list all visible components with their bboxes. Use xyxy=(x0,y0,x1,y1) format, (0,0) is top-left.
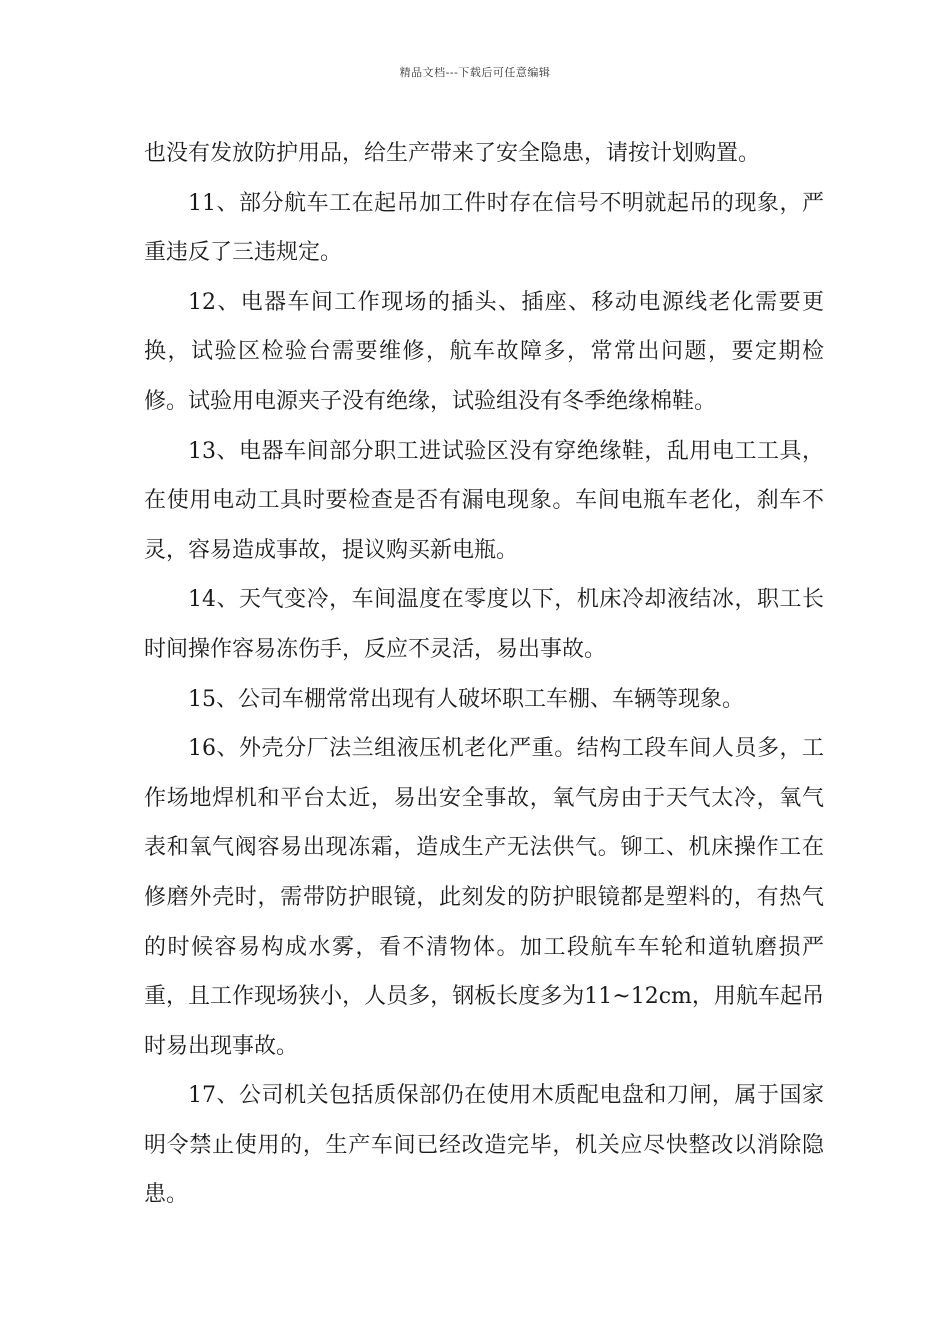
paragraph-item-11: 11、部分航车工在起吊加工件时存在信号不明就起吊的现象，严重违反了三违规定。 xyxy=(144,190,824,266)
paragraph-item-15: 15、公司车棚常常出现有人破坏职工车棚、车辆等现象。 xyxy=(188,686,744,712)
paragraph-continuation: 也没有发放防护用品，给生产带来了安全隐患，请按计划购置。 xyxy=(144,141,761,166)
paragraph-item-12: 12、电器车间工作现场的插头、插座、移动电源线老化需要更换，试验区检验台需要维修，航车故障多，常常出问题，要定期检修。试验用电源夹子没有绝缘，试验组没有冬季绝缘棉鞋。 xyxy=(144,289,824,414)
paragraph-item-14: 14、天气变冷，车间温度在零度以下，机床冷却液结冰，职工长时间操作容易冻伤手，反应不灵活，易出事故。 xyxy=(144,587,824,662)
page-header: 精品文档---下载后可任意编辑 xyxy=(399,66,551,79)
document-body xyxy=(144,129,824,1220)
paragraph-item-16: 16、外壳分厂法兰组液压机老化严重。结构工段车间人员多，工作场地焊机和平台太近，易出安全事故，氧气房由于天气太冷，氧气表和氧气阀容易出现冻霜，造成生产无法供气。铆工、机床操作工在修磨外壳时，需带防护眼镜，此刻发的防护眼镜都是塑料的，有热气的时候容易构成水雾，看不清物体。加工段航车车轮和道轨磨损严重，且工作现场狭小，人员多，钢板长度多为11~12cm，用航车起吊时易出现事故。 xyxy=(144,736,824,1059)
paragraph-item-17: 17、公司机关包括质保部仍在使用木质配电盘和刀闸，属于国家明令禁止使用的，生产车间已经改造完毕，机关应尽快整改以消除隐患。 xyxy=(144,1083,824,1208)
paragraph-item-13: 13、电器车间部分职工进试验区没有穿绝缘鞋，乱用电工工具，在使用电动工具时要检查是否有漏电现象。车间电瓶车老化，刹车不灵，容易造成事故，提议购买新电瓶。 xyxy=(144,438,824,563)
